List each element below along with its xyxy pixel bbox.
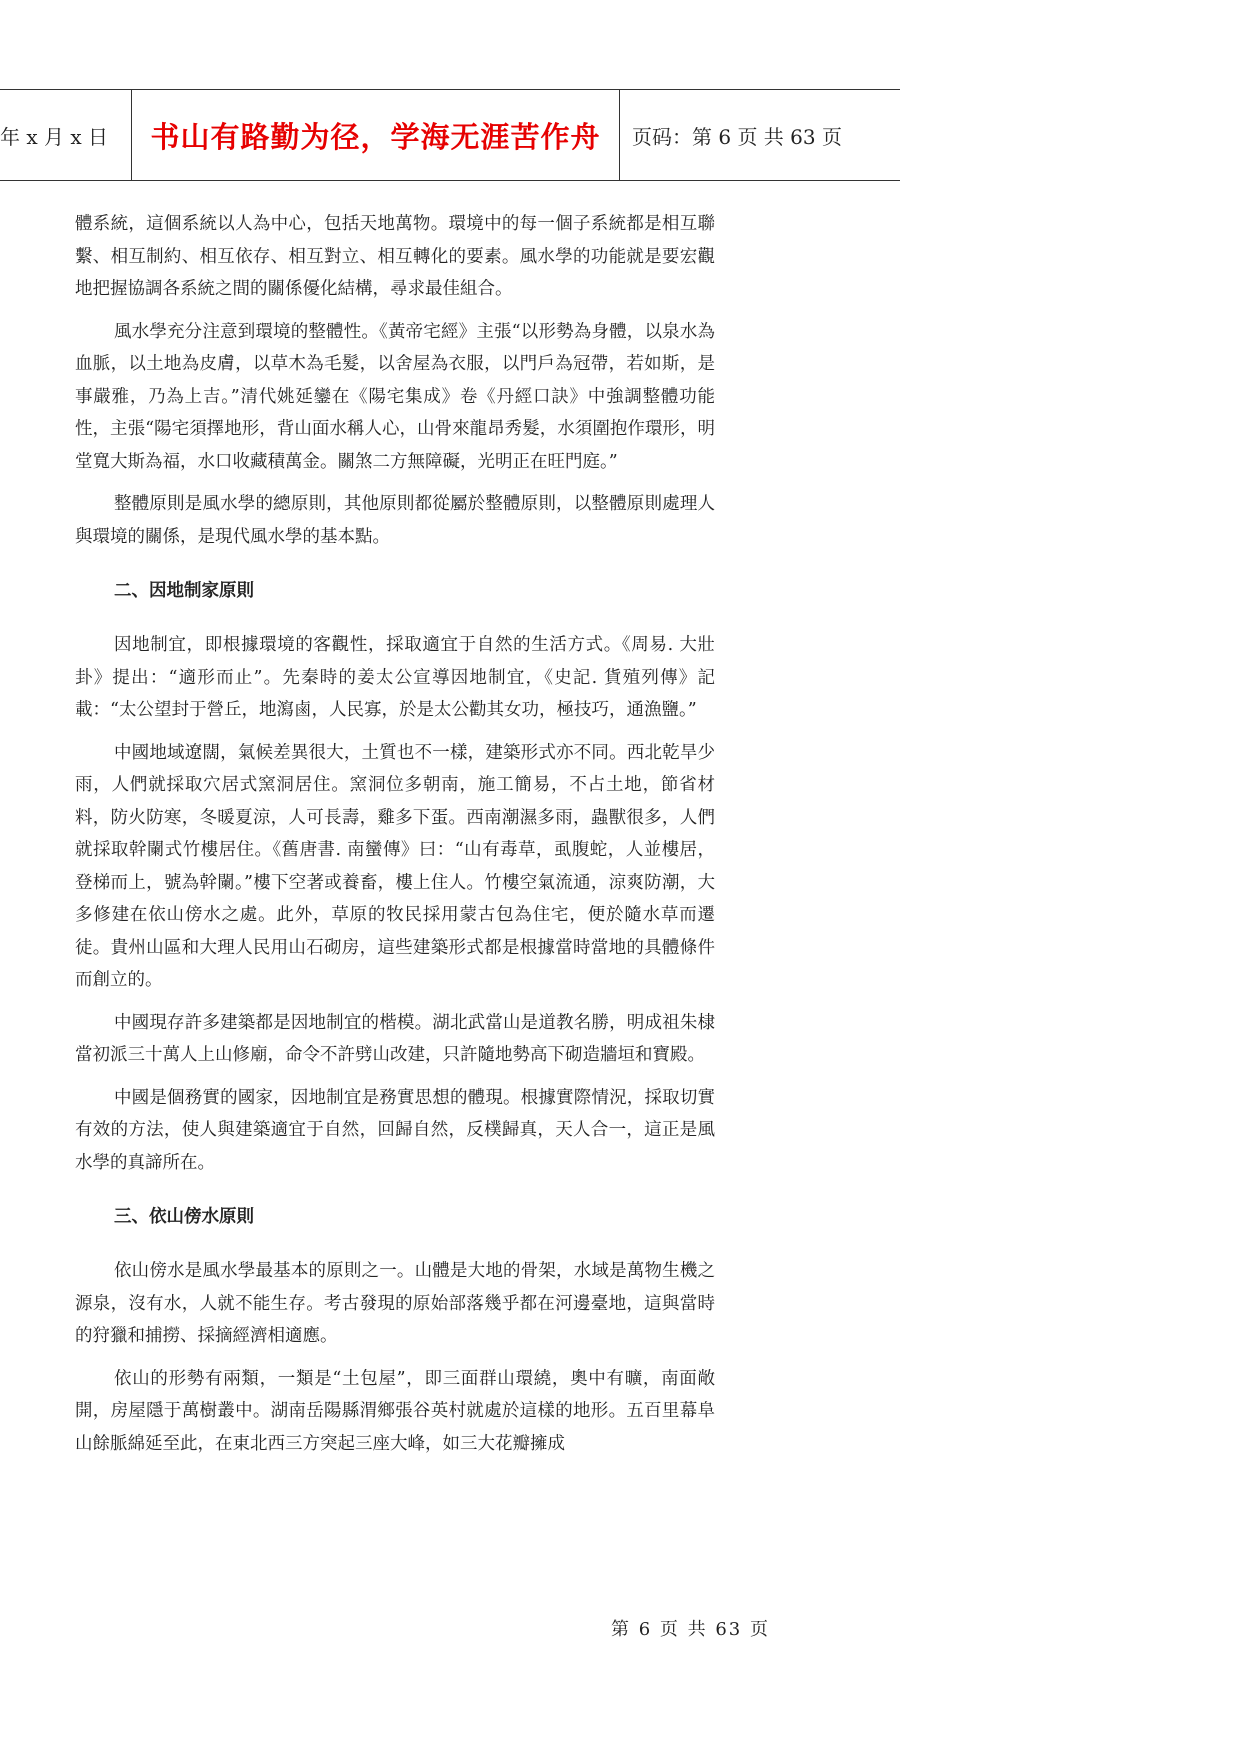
paragraph: 中國是個務實的國家，因地制宜是務實思想的體現。根據實際情況，採取切實有效的方法，使人與建築適宜于自然，回歸自然，反樸歸真，天人合一，這正是風水學的真諦所在。 [75,1087,715,1173]
paragraph: 中國現存許多建築都是因地制宜的楷模。湖北武當山是道教名勝，明成祖朱棣當初派三十萬人上山修廟，命令不許劈山改建，只許隨地勢高下砌造牆垣和寶殿。 [75,1012,715,1065]
paragraph: 中國地域遼闊，氣候差異很大，土質也不一樣，建築形式亦不同。西北乾旱少雨，人們就採取穴居式窯洞居住。窯洞位多朝南，施工簡易，不占土地，節省材料，防火防寒，冬暖夏涼，人可長壽，雞多下蛋。西南潮濕多雨，蟲獸很多，人們就採取幹闌式竹樓居住。《舊唐書. 南蠻傳》曰：“山有毒草，虱腹蛇，人並樓居，登梯而上，號為幹闌。”樓下空著或養畜，樓上住人。竹樓空氣流通，涼爽防潮，大多修建在依山傍水之處。此外，草原的牧民採用蒙古包為住宅，便於隨水草而遷徒。貴州山區和大理人民用山石砌房，這些建築形式都是根據當時當地的具體條件而創立的。 [75,742,715,990]
section-heading: 二、因地制家原則 [114,581,254,601]
page-header [0,89,900,181]
section-heading: 三、依山傍水原則 [114,1207,254,1227]
paragraph: 整體原則是風水學的總原則，其他原則都從屬於整體原則，以整體原則處理人與環境的關係，是現代風水學的基本點。 [75,494,715,547]
paragraph: 依山傍水是風水學最基本的原則之一。山體是大地的骨架，水域是萬物生機之源泉，沒有水，人就不能生存。考古發現的原始部落幾乎都在河邊臺地，這與當時的狩獵和捕撈、採摘經濟相適應。 [75,1261,715,1346]
page-footer: 第 6 页 共 63 页 [611,1619,770,1640]
paragraph: 因地制宜，即根據環境的客觀性，採取適宜于自然的生活方式。《周易. 大壯卦》提出：“適形而止”。先秦時的姜太公宣導因地制宜，《史記. 貨殖列傳》記載：“太公望封于營丘，地瀉鹵，人民寡，於是太公勸其女功，極技巧，通漁鹽。” [75,635,715,720]
header-page-code: 页码：第 6 页 共 63 页 [632,124,842,149]
paragraph: 體系統，這個系統以人為中心，包括天地萬物。環境中的每一個子系統都是相互聯繫、相互制約、相互依存、相互對立、相互轉化的要素。風水學的功能就是要宏觀地把握協調各系統之間的關係優化結構，尋求最佳組合。 [75,214,715,299]
paragraph: 風水學充分注意到環境的整體性。《黃帝宅經》主張“以形勢為身體，以泉水為血脈，以土地為皮膚，以草木為毛髮，以舍屋為衣服，以門戶為冠帶，若如斯，是事嚴雅，乃為上吉。”清代姚延鑾在《陽宅集成》卷《丹經口訣》中強調整體功能性，主張“陽宅須擇地形，背山面水稱人心，山骨來龍昂秀髮，水須圍抱作環形，明堂寬大斯為福，水口收藏積萬金。關煞二方無障礙，光明正在旺門庭。” [75,321,715,472]
header-date: 年 x 月 x 日 [0,90,132,180]
paragraph: 依山的形勢有兩類，一類是“土包屋”，即三面群山環繞，奧中有曠，南面敞開，房屋隱于萬樹叢中。湖南岳陽縣渭鄉張谷英村就處於這樣的地形。五百里幕阜山餘脈綿延至此，在東北西三方突起三座大峰，如三大花瓣擁成 [75,1368,715,1454]
header-motto: 书山有路勤为径，学海无涯苦作舟 [132,90,620,180]
document-body [75,208,715,1470]
